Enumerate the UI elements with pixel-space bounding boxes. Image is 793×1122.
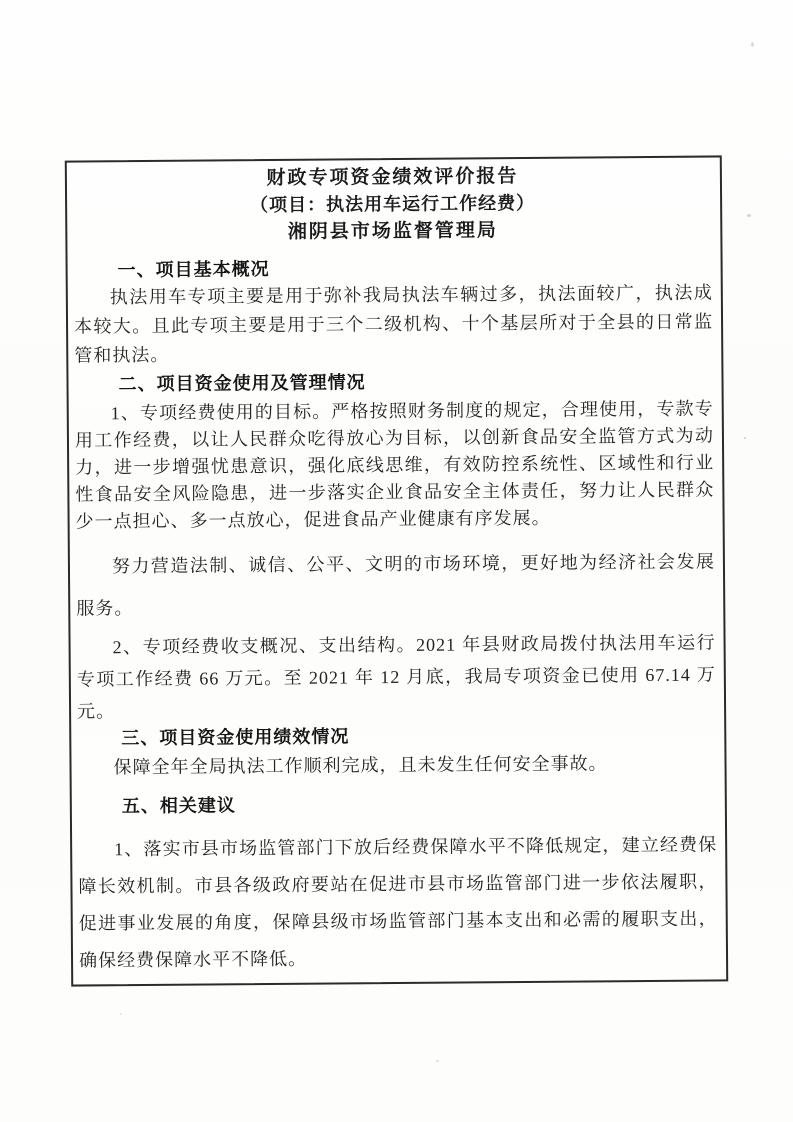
section-heading-suggestions: 五、相关建议 — [121, 795, 236, 817]
paragraph-market-environment: 努力营造法制、诚信、公平、文明的市场环境，更好地为经济社会发展服务。 — [76, 551, 716, 619]
paragraph-performance-result: 保障全年全局执法工作顺利完成，且未发生任何安全事故。 — [113, 753, 608, 778]
scan-speck — [751, 42, 754, 47]
paragraph-fund-goal: 1、专项经费使用的目标。严格按照财务制度的规定，合理使用，专款专用工作经费，以让人民群众吃得放心为目标，以创新食品安全监管方式为动力，进一步增强忧患意识，强化底线思维，有效防控系统性、区域性和行业性食品安全风险隐患，进一步落实企业食品安全主体责任，努力让人民群众少一点担心、多一点放心，促进食品产业健康有序发展。 — [74, 398, 715, 532]
report-organization: 湘阴县市场监督管理局 — [287, 220, 498, 243]
section-heading-overview: 一、项目基本概况 — [117, 258, 270, 281]
scan-speck — [744, 437, 746, 439]
report-title: 财政专项资金绩效评价报告 — [266, 166, 519, 190]
report-subtitle: （项目：执法用车运行工作经费） — [250, 192, 536, 216]
report-frame — [65, 155, 728, 986]
paragraph-suggestions: 1、落实市县市场监管部门下放后经费保障水平不降低规定，建立经费保障长效机制。市县各级政府要站在促进市县市场监管部门进一步依法履职，促进事业发展的角度，保障县级市场监管部门基本支出和必需的履职支出，确保经费保障水平不降低。 — [78, 834, 718, 971]
scan-speck — [120, 1013, 122, 1015]
paragraph-overview: 执法用车专项主要是用于弥补我局执法车辆过多，执法面较广，执法成本较大。且此专项主要是用于三个二级机构、十个基层所对于全县的日常监管和执法。 — [73, 282, 714, 366]
paragraph-budget-figures: 2、专项经费收支概况、支出结构。2021 年县财政局拨付执法用车运行专项工作经费 66 万元。至 2021 年 12 月底，我局专项资金已使用 67.14 万元。 — [76, 632, 716, 722]
section-heading-performance: 三、项目资金使用绩效情况 — [121, 726, 350, 749]
scan-speck — [747, 214, 751, 217]
scan-speck — [436, 1060, 439, 1062]
section-heading-fund-usage: 二、项目资金使用及管理情况 — [118, 372, 366, 395]
